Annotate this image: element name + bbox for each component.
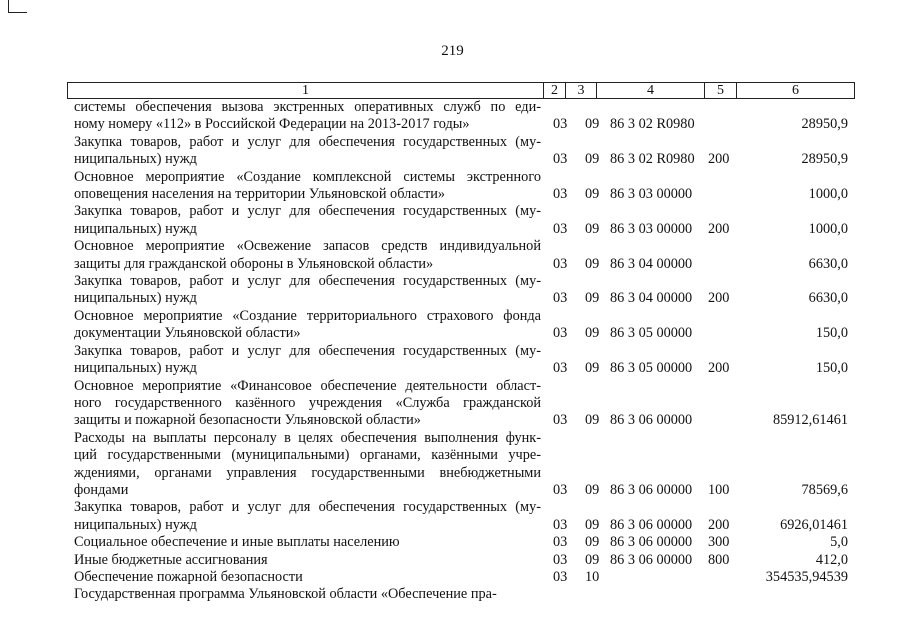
description-line: системы обеспечения вызова экстренных оперативных служб по еди- bbox=[74, 99, 541, 115]
target-article-code: 86 3 04 00000 bbox=[610, 255, 693, 272]
amount: 6926,01461 bbox=[780, 516, 848, 533]
section-code: 03 bbox=[553, 325, 568, 342]
description-line: Закупка товаров, работ и услуг для обеспечения государственных (му- bbox=[74, 133, 541, 150]
table-row bbox=[0, 378, 905, 430]
row-codes bbox=[0, 534, 905, 551]
description-line: ниципальных) нужд bbox=[74, 360, 197, 377]
expense-type-code: 300 bbox=[708, 534, 730, 551]
row-codes bbox=[0, 290, 905, 307]
expense-type-code: 200 bbox=[708, 516, 730, 533]
amount: 150,0 bbox=[815, 325, 848, 342]
expense-type-code: 800 bbox=[708, 551, 730, 568]
amount: 6630,0 bbox=[808, 290, 848, 307]
row-codes bbox=[0, 586, 905, 603]
target-article-code: 86 3 04 00000 bbox=[610, 290, 693, 307]
amount: 1000,0 bbox=[808, 220, 848, 237]
expense-type-code: 100 bbox=[708, 481, 730, 498]
target-article-code: 86 3 02 R0980 bbox=[610, 116, 695, 133]
amount: 6630,0 bbox=[808, 255, 848, 272]
subsection-code: 09 bbox=[585, 255, 600, 272]
page-number: 219 bbox=[441, 43, 464, 59]
subsection-code: 09 bbox=[585, 534, 600, 551]
description-line: ного государственного казённого учреждения «Служба гражданской bbox=[74, 394, 541, 411]
row-codes bbox=[0, 116, 905, 133]
description-line: защиты и пожарной безопасности Ульяновской области» bbox=[74, 412, 421, 429]
description-line: ниципальных) нужд bbox=[74, 290, 197, 307]
description-line: Основное мероприятие «Освежение запасов средств индивидуальной bbox=[74, 238, 541, 255]
section-code: 03 bbox=[553, 412, 568, 429]
row-codes bbox=[0, 186, 905, 203]
subsection-code: 09 bbox=[585, 551, 600, 568]
description-line: Обеспечение пожарной безопасности bbox=[74, 568, 303, 585]
description-line: Закупка товаров, работ и услуг для обеспечения государственных (му- bbox=[74, 342, 541, 359]
description-line: ждениями, органами управления государственными внебюджетными bbox=[74, 464, 541, 481]
subsection-code: 09 bbox=[585, 412, 600, 429]
section-code: 03 bbox=[553, 534, 568, 551]
description-line: Основное мероприятие «Финансовое обеспечение деятельности област- bbox=[74, 377, 541, 394]
table-row bbox=[0, 586, 905, 603]
row-codes bbox=[0, 221, 905, 238]
section-code: 03 bbox=[553, 116, 568, 133]
expense-type-code: 200 bbox=[708, 360, 730, 377]
description-line: Закупка товаров, работ и услуг для обеспечения государственных (му- bbox=[74, 203, 541, 220]
section-code: 03 bbox=[553, 551, 568, 568]
description-line: Социальное обеспечение и иные выплаты населению bbox=[74, 534, 400, 551]
section-code: 03 bbox=[553, 186, 568, 203]
target-article-code: 86 3 05 00000 bbox=[610, 325, 693, 342]
table-row bbox=[0, 552, 905, 569]
section-code: 03 bbox=[553, 290, 568, 307]
header-col-4: 4 bbox=[597, 83, 705, 98]
section-code: 03 bbox=[553, 255, 568, 272]
target-article-code: 86 3 06 00000 bbox=[610, 481, 693, 498]
description-line: защиты для гражданской обороны в Ульяновской области» bbox=[74, 255, 434, 272]
row-codes bbox=[0, 325, 905, 342]
table-row bbox=[0, 169, 905, 204]
description-line: ниципальных) нужд bbox=[74, 220, 197, 237]
description-line: Расходы на выплаты персоналу в целях обеспечения выполнения функ- bbox=[74, 429, 541, 446]
amount: 78569,6 bbox=[801, 481, 848, 498]
row-codes bbox=[0, 256, 905, 273]
expense-type-code: 200 bbox=[708, 220, 730, 237]
subsection-code: 09 bbox=[585, 116, 600, 133]
amount: 1000,0 bbox=[808, 186, 848, 203]
description-line: Основное мероприятие «Создание территориального страхового фонда bbox=[74, 307, 541, 324]
section-code: 03 bbox=[553, 151, 568, 168]
section-code: 03 bbox=[553, 568, 568, 585]
table-row bbox=[0, 99, 905, 134]
subsection-code: 09 bbox=[585, 481, 600, 498]
row-codes bbox=[0, 360, 905, 377]
section-code: 03 bbox=[553, 516, 568, 533]
description-line: Государственная программа Ульяновской области «Обеспечение пра- bbox=[74, 586, 497, 603]
corner-mark bbox=[8, 0, 27, 13]
description-line: документации Ульяновской области» bbox=[74, 325, 301, 342]
subsection-code: 09 bbox=[585, 516, 600, 533]
row-codes bbox=[0, 482, 905, 499]
description-line: ций государственными (муниципальными) органами, казёнными учре- bbox=[74, 447, 541, 464]
subsection-code: 09 bbox=[585, 360, 600, 377]
description-line: Иные бюджетные ассигнования bbox=[74, 551, 268, 568]
header-col-2: 2 bbox=[544, 83, 566, 98]
description-line: Закупка товаров, работ и услуг для обеспечения государственных (му- bbox=[74, 273, 541, 290]
row-codes bbox=[0, 412, 905, 429]
row-codes bbox=[0, 552, 905, 569]
table-row bbox=[0, 134, 905, 169]
amount: 28950,9 bbox=[801, 151, 848, 168]
header-col-1: 1 bbox=[68, 83, 544, 98]
header-col-3: 3 bbox=[566, 83, 597, 98]
subsection-code: 09 bbox=[585, 186, 600, 203]
row-codes bbox=[0, 517, 905, 534]
description-line: фондами bbox=[74, 481, 129, 498]
section-code: 03 bbox=[553, 220, 568, 237]
target-article-code: 86 3 03 00000 bbox=[610, 220, 693, 237]
table-row bbox=[0, 308, 905, 343]
table-body bbox=[0, 99, 905, 604]
table-row bbox=[0, 343, 905, 378]
subsection-code: 09 bbox=[585, 290, 600, 307]
subsection-code: 09 bbox=[585, 151, 600, 168]
target-article-code: 86 3 06 00000 bbox=[610, 534, 693, 551]
amount: 412,0 bbox=[815, 551, 848, 568]
row-codes bbox=[0, 569, 905, 586]
description-line: оповещения населения на территории Ульяновской области» bbox=[74, 186, 445, 203]
section-code: 03 bbox=[553, 481, 568, 498]
target-article-code: 86 3 06 00000 bbox=[610, 516, 693, 533]
target-article-code: 86 3 03 00000 bbox=[610, 186, 693, 203]
table-row bbox=[0, 569, 905, 586]
table-row bbox=[0, 499, 905, 534]
header-col-5: 5 bbox=[705, 83, 737, 98]
section-code: 03 bbox=[553, 360, 568, 377]
row-codes bbox=[0, 151, 905, 168]
target-article-code: 86 3 06 00000 bbox=[610, 551, 693, 568]
description-line: ниципальных) нужд bbox=[74, 151, 197, 168]
amount: 150,0 bbox=[815, 360, 848, 377]
expense-type-code: 200 bbox=[708, 151, 730, 168]
subsection-code: 09 bbox=[585, 325, 600, 342]
table-row bbox=[0, 203, 905, 238]
expense-type-code: 200 bbox=[708, 290, 730, 307]
amount: 5,0 bbox=[830, 534, 848, 551]
description-line: Закупка товаров, работ и услуг для обеспечения государственных (му- bbox=[74, 499, 541, 516]
table-row bbox=[0, 238, 905, 273]
amount: 28950,9 bbox=[801, 116, 848, 133]
table-row bbox=[0, 273, 905, 308]
table-header bbox=[67, 82, 855, 99]
description-line: Основное мероприятие «Создание комплексной системы экстренного bbox=[74, 168, 541, 185]
subsection-code: 09 bbox=[585, 220, 600, 237]
subsection-code: 10 bbox=[585, 568, 600, 585]
table-row bbox=[0, 534, 905, 551]
amount: 85912,61461 bbox=[772, 412, 848, 429]
description-line: ниципальных) нужд bbox=[74, 516, 197, 533]
description-line: ному номеру «112» в Российской Федерации на 2013-2017 годы» bbox=[74, 116, 470, 133]
table-row bbox=[0, 430, 905, 500]
header-col-6: 6 bbox=[792, 83, 799, 98]
target-article-code: 86 3 02 R0980 bbox=[610, 151, 695, 168]
target-article-code: 86 3 06 00000 bbox=[610, 412, 693, 429]
target-article-code: 86 3 05 00000 bbox=[610, 360, 693, 377]
amount: 354535,94539 bbox=[765, 568, 848, 585]
